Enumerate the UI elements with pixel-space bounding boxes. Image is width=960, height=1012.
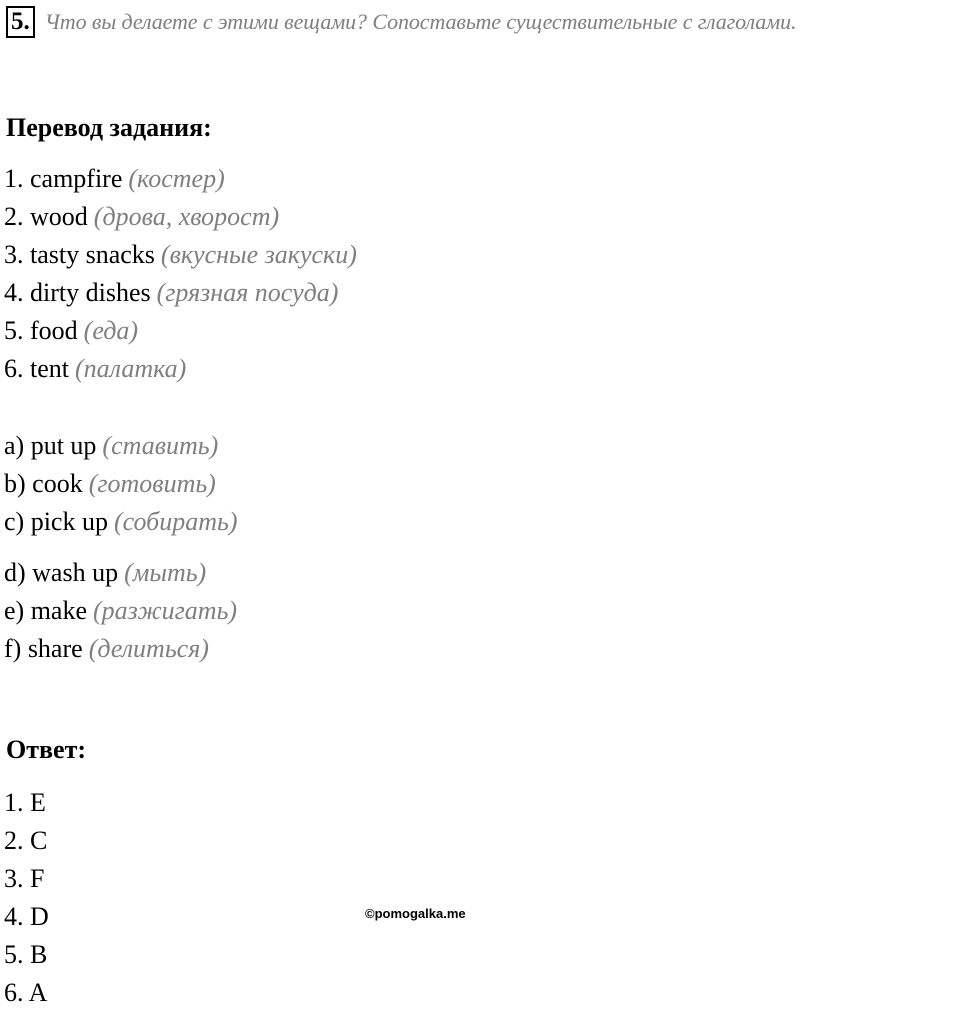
task-header [6,6,796,38]
verb-translation: (ставить) [102,431,219,460]
noun-term: 5. food [4,316,78,345]
verb-translation: (готовить) [88,469,216,498]
list-item [4,554,237,592]
noun-translation: (еда) [83,316,139,345]
verb-term: e) make [4,596,88,625]
translation-title: Перевод задания: [6,113,212,142]
list-item [4,592,237,630]
answer-title: Ответ: [6,735,87,764]
noun-translation: (палатка) [75,354,187,383]
verb-translation: (разжигать) [93,596,238,625]
verb-translation: (собирать) [113,507,238,536]
verb-term: a) put up [4,431,97,460]
verb-term: b) cook [4,469,83,498]
list-item [4,236,357,274]
verb-term: c) pick up [4,507,108,536]
list-item [4,630,237,668]
noun-term: 3. tasty snacks [4,240,155,269]
answer-list [4,784,49,1012]
list-item [4,503,238,541]
answer-item: 3. F [4,864,45,893]
task-number: 5. [6,6,35,38]
list-item [4,350,357,388]
verb-list-1 [4,427,238,541]
answer-item: 6. A [4,978,48,1007]
list-item [4,198,357,236]
noun-term: 4. dirty dishes [4,278,151,307]
task-text: Что вы делаете с этими вещами? Сопоставьте существительные с глаголами. [44,9,797,34]
noun-translation: (вкусные закуски) [160,240,357,269]
verb-list-2 [4,554,237,668]
verb-term: d) wash up [4,558,119,587]
noun-term: 1. campfire [4,164,123,193]
noun-translation: (грязная посуда) [156,278,339,307]
list-item [4,274,357,312]
answer-item: 4. D [4,902,49,931]
answer-item: 1. E [4,788,46,817]
verb-translation: (делиться) [88,634,209,663]
list-item [4,465,238,503]
noun-list [4,160,357,388]
list-item [4,160,357,198]
list-item [4,312,357,350]
verb-translation: (мыть) [124,558,207,587]
answer-item: 2. C [4,826,48,855]
watermark: ©pomogalka.me [365,906,466,921]
noun-translation: (костер) [128,164,225,193]
noun-translation: (дрова, хворост) [93,202,280,231]
noun-term: 6. tent [4,354,69,383]
noun-term: 2. wood [4,202,88,231]
list-item [4,427,238,465]
verb-term: f) share [4,634,83,663]
answer-item: 5. B [4,940,48,969]
